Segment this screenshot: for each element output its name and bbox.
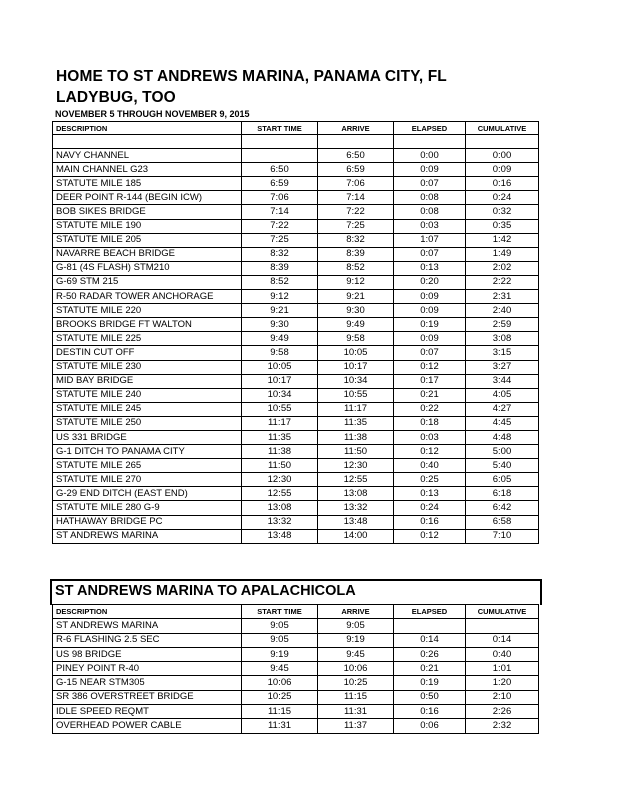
cell-description: G-69 STM 215 [53,275,242,289]
cell-cumulative: 6:05 [466,473,539,487]
cell-elapsed: 0:08 [394,205,466,219]
cell-description: G-15 NEAR STM305 [53,676,242,690]
cell-elapsed: 0:06 [394,719,466,733]
document-title: HOME TO ST ANDREWS MARINA, PANAMA CITY, FL [56,68,447,85]
cell-start-time: 9:05 [242,633,318,647]
cell-arrive: 14:00 [318,529,394,543]
cell-description: OVERHEAD POWER CABLE [53,719,242,733]
cell-description: STATUTE MILE 230 [53,360,242,374]
cell-start-time: 7:06 [242,191,318,205]
column-header-start-time: START TIME [242,605,318,619]
cell-start-time: 7:14 [242,205,318,219]
cell-cumulative: 2:26 [466,705,539,719]
cell-description: STATUTE MILE 245 [53,402,242,416]
cell-elapsed: 0:09 [394,332,466,346]
cell-elapsed: 0:13 [394,261,466,275]
table-row [53,205,539,219]
cell-start-time: 12:55 [242,487,318,501]
cell-cumulative: 4:45 [466,416,539,430]
table-row [53,360,539,374]
cell-start-time: 6:59 [242,177,318,191]
cell-arrive: 9:49 [318,318,394,332]
cell-description: STATUTE MILE 240 [53,388,242,402]
cell-arrive: 7:06 [318,177,394,191]
blank-row [53,135,539,149]
cell-description: STATUTE MILE 220 [53,304,242,318]
cell-elapsed: 0:07 [394,346,466,360]
cell-cumulative: 4:27 [466,402,539,416]
cell-description: NAVY CHANNEL [53,149,242,163]
cell-start-time: 11:35 [242,430,318,444]
cell-elapsed: 1:07 [394,233,466,247]
table-row [53,676,539,690]
table-header-row [53,605,539,619]
cell-elapsed: 0:17 [394,374,466,388]
cell-cumulative: 0:35 [466,219,539,233]
table-row [53,304,539,318]
cell-start-time: 8:32 [242,247,318,261]
cell-start-time: 10:55 [242,402,318,416]
cell-elapsed: 0:13 [394,487,466,501]
cell-arrive: 7:22 [318,205,394,219]
cell-cumulative: 0:40 [466,647,539,661]
cell-start-time: 11:15 [242,705,318,719]
cell-elapsed: 0:03 [394,219,466,233]
cell-description: STATUTE MILE 190 [53,219,242,233]
cell-cumulative: 1:01 [466,662,539,676]
cell-elapsed: 0:19 [394,318,466,332]
table-row [53,473,539,487]
cell-start-time: 10:17 [242,374,318,388]
cell-description: DESTIN CUT OFF [53,346,242,360]
cell-start-time: 9:12 [242,290,318,304]
cell-description: STATUTE MILE 205 [53,233,242,247]
cell-start-time: 8:39 [242,261,318,275]
table-row [53,529,539,543]
cell-start-time: 9:45 [242,662,318,676]
cell-cumulative: 3:44 [466,374,539,388]
cell-description: MID BAY BRIDGE [53,374,242,388]
table-row [53,619,539,633]
date-range: NOVEMBER 5 THROUGH NOVEMBER 9, 2015 [55,109,250,119]
cell-cumulative: 6:18 [466,487,539,501]
table-row [53,388,539,402]
table-row [53,719,539,733]
cell-description: SR 386 OVERSTREET BRIDGE [53,690,242,704]
table-row [53,275,539,289]
column-header-elapsed: ELAPSED [394,122,466,135]
cell-cumulative: 0:00 [466,149,539,163]
cell-cumulative: 2:40 [466,304,539,318]
cell-arrive: 11:15 [318,690,394,704]
cell-cumulative: 5:40 [466,459,539,473]
table-row [53,515,539,529]
cell-arrive: 6:50 [318,149,394,163]
cell-arrive: 10:25 [318,676,394,690]
cell-elapsed: 0:18 [394,416,466,430]
cell-elapsed: 0:09 [394,290,466,304]
table-row [53,318,539,332]
column-header-arrive: ARRIVE [318,122,394,135]
cell-arrive: 11:35 [318,416,394,430]
cell-description: STATUTE MILE 270 [53,473,242,487]
cell-arrive: 10:55 [318,388,394,402]
cell-description: ST ANDREWS MARINA [53,619,242,633]
cell-description: US 98 BRIDGE [53,647,242,661]
table-row [53,163,539,177]
table-row [53,633,539,647]
cell-start-time: 10:25 [242,690,318,704]
cell-description: HATHAWAY BRIDGE PC [53,515,242,529]
section-title: ST ANDREWS MARINA TO APALACHICOLA [55,583,356,599]
table-row [53,332,539,346]
cell-arrive: 11:38 [318,430,394,444]
cell-elapsed: 0:16 [394,515,466,529]
cell-description: G-1 DITCH TO PANAMA CITY [53,445,242,459]
cell-start-time: 9:49 [242,332,318,346]
cell-cumulative: 2:22 [466,275,539,289]
cell-cumulative: 0:24 [466,191,539,205]
table-row [53,149,539,163]
cell-arrive: 10:05 [318,346,394,360]
cell-elapsed: 0:21 [394,388,466,402]
cell-start-time: 13:32 [242,515,318,529]
cell-description: G-29 END DITCH (EAST END) [53,487,242,501]
cell-description: STATUTE MILE 280 G-9 [53,501,242,515]
cell-arrive: 9:58 [318,332,394,346]
cell-elapsed: 0:22 [394,402,466,416]
table-row [53,233,539,247]
table-row [53,290,539,304]
cell-elapsed: 0:14 [394,633,466,647]
table-row [53,416,539,430]
cell-start-time: 11:38 [242,445,318,459]
table-row [53,402,539,416]
cell-start-time: 11:50 [242,459,318,473]
column-header-start-time: START TIME [242,122,318,135]
table-row [53,374,539,388]
column-header-description: DESCRIPTION [53,122,242,135]
cell-start-time: 9:19 [242,647,318,661]
cell-arrive: 11:37 [318,719,394,733]
table-row [53,191,539,205]
cell-cumulative: 4:48 [466,430,539,444]
cell-description: NAVARRE BEACH BRIDGE [53,247,242,261]
table-row [53,662,539,676]
cell-start-time: 9:30 [242,318,318,332]
cell-cumulative: 2:32 [466,719,539,733]
cell-arrive: 12:30 [318,459,394,473]
cell-elapsed: 0:50 [394,690,466,704]
cell-description: PINEY POINT R-40 [53,662,242,676]
cell-description: STATUTE MILE 225 [53,332,242,346]
cell-elapsed: 0:40 [394,459,466,473]
cell-description: MAIN CHANNEL G23 [53,163,242,177]
cell-arrive: 6:59 [318,163,394,177]
cell-arrive: 13:48 [318,515,394,529]
cell-elapsed: 0:12 [394,529,466,543]
table-row [53,445,539,459]
cell-cumulative: 0:32 [466,205,539,219]
cell-cumulative: 3:27 [466,360,539,374]
table-row [53,690,539,704]
cell-elapsed: 0:24 [394,501,466,515]
cell-start-time: 8:52 [242,275,318,289]
cell-cumulative: 1:42 [466,233,539,247]
cell-arrive: 7:14 [318,191,394,205]
cell-arrive: 13:32 [318,501,394,515]
cell-arrive: 13:08 [318,487,394,501]
cell-elapsed: 0:09 [394,163,466,177]
cell-start-time: 11:17 [242,416,318,430]
cell-arrive: 9:30 [318,304,394,318]
cell-start-time: 13:08 [242,501,318,515]
cell-start-time: 10:34 [242,388,318,402]
cell-arrive: 8:32 [318,233,394,247]
cell-description: G-81 (4S FLASH) STM210 [53,261,242,275]
cell-cumulative: 2:59 [466,318,539,332]
cell-elapsed: 0:12 [394,360,466,374]
cell-arrive: 9:05 [318,619,394,633]
table-row [53,430,539,444]
cell-start-time [242,149,318,163]
table-row [53,501,539,515]
cell-cumulative: 3:08 [466,332,539,346]
cell-elapsed: 0:19 [394,676,466,690]
cell-cumulative [466,619,539,633]
cell-elapsed: 0:08 [394,191,466,205]
cell-start-time: 7:22 [242,219,318,233]
cell-elapsed: 0:12 [394,445,466,459]
cell-description: STATUTE MILE 250 [53,416,242,430]
cell-start-time: 12:30 [242,473,318,487]
cell-cumulative: 2:02 [466,261,539,275]
column-header-cumulative: CUMULATIVE [466,122,539,135]
cell-arrive: 11:31 [318,705,394,719]
cell-arrive: 10:34 [318,374,394,388]
cell-start-time: 10:06 [242,676,318,690]
cell-description: IDLE SPEED REQMT [53,705,242,719]
column-header-elapsed: ELAPSED [394,605,466,619]
cell-arrive: 9:19 [318,633,394,647]
cell-start-time: 7:25 [242,233,318,247]
cell-start-time: 11:31 [242,719,318,733]
table-row [53,247,539,261]
cell-cumulative: 2:10 [466,690,539,704]
cell-cumulative: 5:00 [466,445,539,459]
cell-start-time: 10:05 [242,360,318,374]
cell-cumulative: 7:10 [466,529,539,543]
cell-description: US 331 BRIDGE [53,430,242,444]
cell-cumulative: 0:16 [466,177,539,191]
cell-elapsed: 0:25 [394,473,466,487]
cell-start-time: 9:21 [242,304,318,318]
cell-arrive: 7:25 [318,219,394,233]
cell-elapsed: 0:09 [394,304,466,318]
cell-cumulative: 3:15 [466,346,539,360]
column-header-arrive: ARRIVE [318,605,394,619]
cell-elapsed: 0:16 [394,705,466,719]
cell-elapsed: 0:03 [394,430,466,444]
table-row [53,487,539,501]
column-header-cumulative: CUMULATIVE [466,605,539,619]
cell-description: STATUTE MILE 185 [53,177,242,191]
cell-elapsed: 0:07 [394,247,466,261]
cell-cumulative: 0:14 [466,633,539,647]
cell-arrive: 9:45 [318,647,394,661]
cell-description: R-6 FLASHING 2.5 SEC [53,633,242,647]
cell-cumulative: 6:58 [466,515,539,529]
cell-start-time: 13:48 [242,529,318,543]
route-table-st-andrews-to-apalachicola [52,604,539,734]
cell-cumulative: 1:20 [466,676,539,690]
cell-elapsed: 0:20 [394,275,466,289]
table-row [53,261,539,275]
cell-cumulative: 4:05 [466,388,539,402]
cell-arrive: 10:06 [318,662,394,676]
cell-arrive: 9:21 [318,290,394,304]
cell-description: BOB SIKES BRIDGE [53,205,242,219]
table-row [53,219,539,233]
cell-description: R-50 RADAR TOWER ANCHORAGE [53,290,242,304]
cell-arrive: 11:17 [318,402,394,416]
cell-description: ST ANDREWS MARINA [53,529,242,543]
cell-description: DEER POINT R-144 (BEGIN ICW) [53,191,242,205]
cell-arrive: 11:50 [318,445,394,459]
cell-elapsed: 0:21 [394,662,466,676]
cell-elapsed [394,619,466,633]
cell-elapsed: 0:26 [394,647,466,661]
cell-elapsed: 0:00 [394,149,466,163]
cell-start-time: 9:58 [242,346,318,360]
route-table-home-to-st-andrews [52,121,539,544]
cell-description: BROOKS BRIDGE FT WALTON [53,318,242,332]
cell-arrive: 9:12 [318,275,394,289]
table-row [53,459,539,473]
cell-start-time: 6:50 [242,163,318,177]
table-row [53,177,539,191]
cell-arrive: 10:17 [318,360,394,374]
table-row [53,647,539,661]
cell-start-time: 9:05 [242,619,318,633]
cell-elapsed: 0:07 [394,177,466,191]
cell-arrive: 8:52 [318,261,394,275]
table-header-row [53,122,539,135]
cell-arrive: 12:55 [318,473,394,487]
cell-cumulative: 1:49 [466,247,539,261]
column-header-description: DESCRIPTION [53,605,242,619]
table-row [53,705,539,719]
cell-description: STATUTE MILE 265 [53,459,242,473]
cell-cumulative: 0:09 [466,163,539,177]
cell-cumulative: 6:42 [466,501,539,515]
table-row [53,346,539,360]
cell-cumulative: 2:31 [466,290,539,304]
vessel-name: LADYBUG, TOO [56,89,176,106]
cell-arrive: 8:39 [318,247,394,261]
